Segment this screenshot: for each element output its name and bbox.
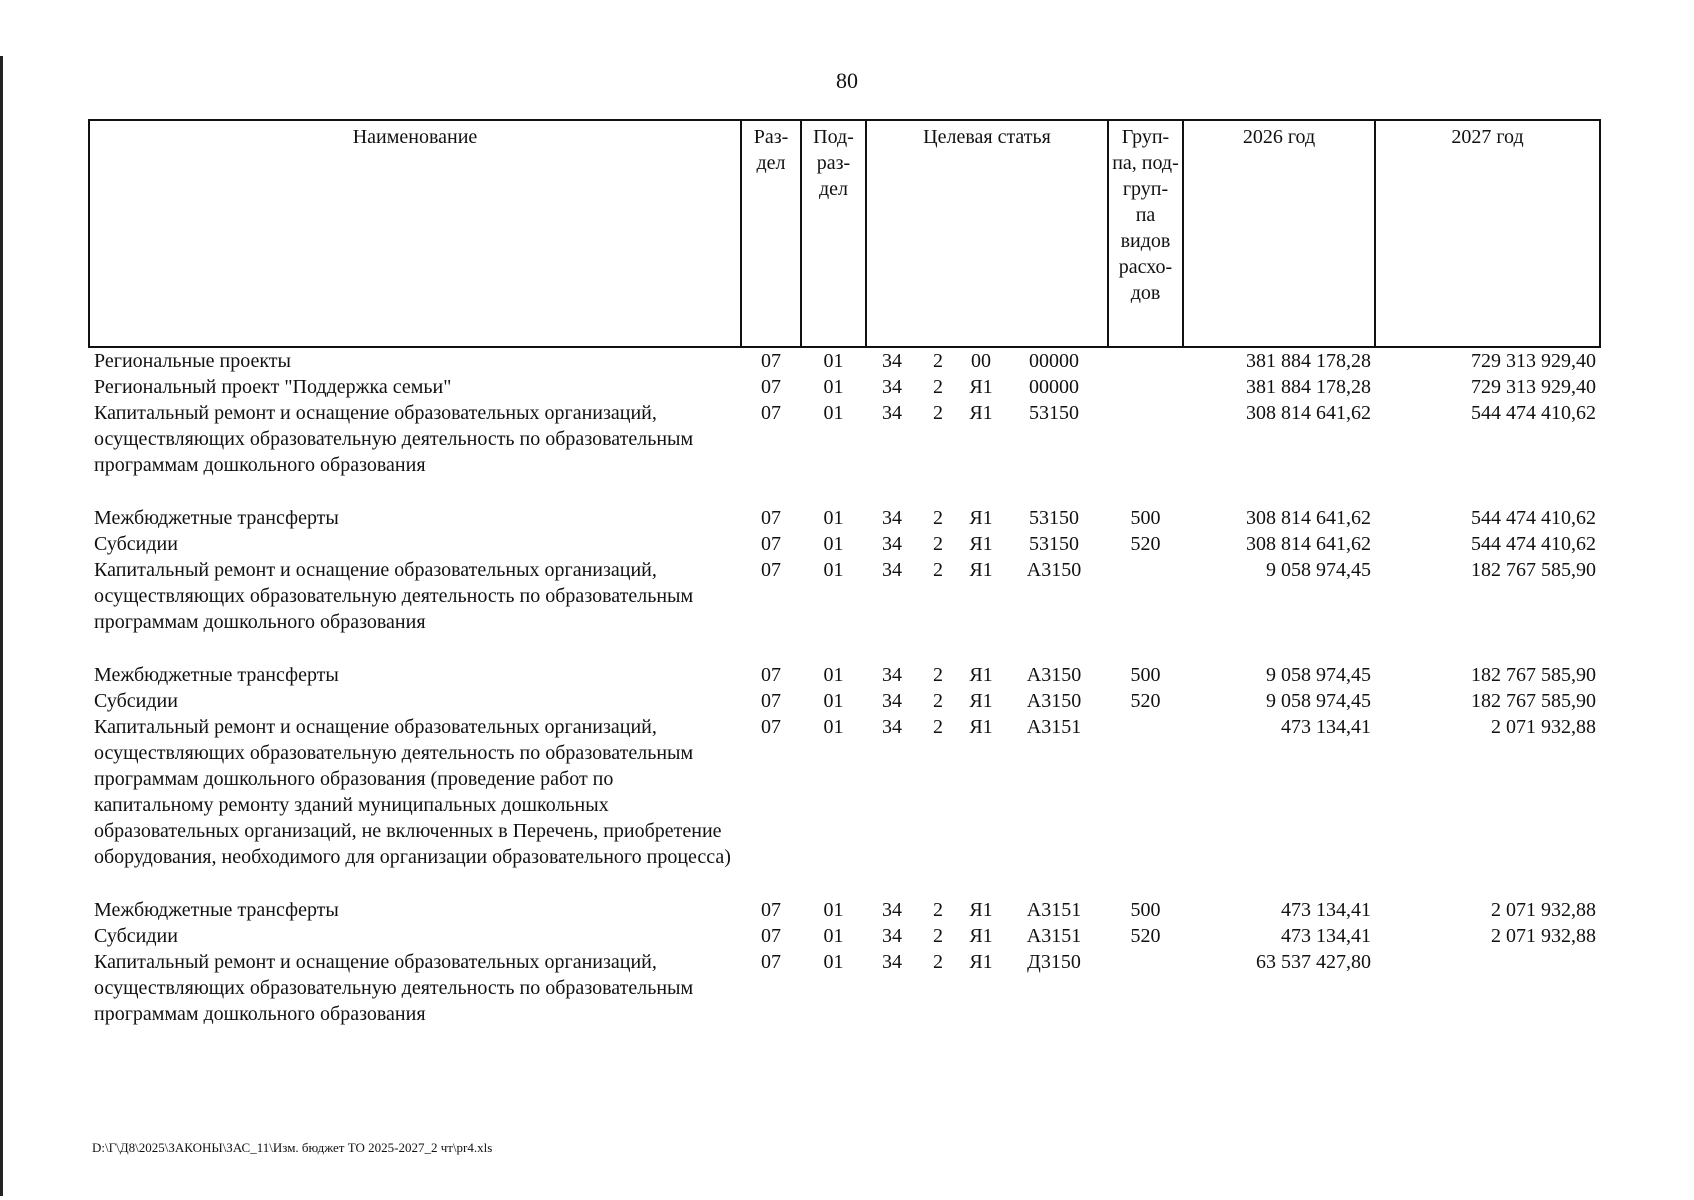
target-program-code: 34 [882,716,902,738]
row-amount-2026: 9 058 974,45 [1266,690,1371,712]
row-amount-2027: 729 313 929,40 [1471,376,1596,398]
header-target-article: Целевая статья [866,120,1108,347]
row-amount-2026: 381 884 178,28 [1246,350,1371,372]
file-path-footer: D:\Г\Д8\2025\ЗАКОНЫ\ЗАС_11\Изм. бюджет ТО 2025-2027_2 чт\pr4.xls [92,1140,493,1155]
target-subprogram-code: 2 [933,716,943,738]
row-amount-2027 [1375,949,1600,1027]
target-subprogram-code: 2 [933,559,943,581]
table-row [89,923,1600,949]
target-program-code: 34 [882,690,902,712]
row-expense-group: 520 [1130,533,1161,555]
row-razdel: 07 [761,402,781,424]
row-expense-group [1108,557,1183,662]
target-direction-code: Д3150 [1027,951,1081,973]
target-direction-code: А3151 [1026,925,1082,947]
header-name: Наименование [89,120,741,347]
target-direction-code: А3150 [1026,690,1082,712]
row-name: Межбюджетные трансферты [94,507,339,529]
row-podrazdel: 01 [823,664,844,686]
target-program-code: 34 [882,899,902,921]
target-project-code: Я1 [969,402,993,424]
row-razdel: 07 [761,350,781,372]
row-target-article [866,374,1108,400]
header-year-2027: 2027 год [1375,120,1600,347]
row-razdel: 07 [761,533,781,555]
target-program-code: 34 [882,350,902,372]
target-subprogram-code: 2 [933,664,943,686]
row-razdel: 07 [761,664,781,686]
table-row [89,400,1600,505]
row-amount-2026: 473 134,41 [1281,716,1371,738]
table-row [89,374,1600,400]
row-razdel: 07 [761,376,781,398]
target-direction-code: 53150 [1029,533,1079,555]
row-amount-2026: 9 058 974,45 [1266,664,1371,686]
target-project-code: Я1 [969,559,993,581]
table-body [89,347,1600,1027]
target-project-code: Я1 [969,507,993,529]
row-podrazdel: 01 [823,925,844,947]
target-subprogram-code: 2 [933,507,943,529]
table-row [89,688,1600,714]
row-podrazdel: 01 [823,559,844,581]
row-podrazdel: 01 [823,951,844,973]
target-program-code: 34 [882,376,902,398]
row-target-article [866,923,1108,949]
row-amount-2026: 308 814 641,62 [1246,533,1371,555]
target-program-code: 34 [882,925,902,947]
target-project-code: Я1 [969,664,993,686]
table-row [89,531,1600,557]
row-podrazdel: 01 [823,716,844,738]
target-subprogram-code: 2 [933,402,943,424]
row-expense-group: 520 [1130,925,1161,947]
row-target-article [866,400,1108,505]
row-name: Капитальный ремонт и оснащение образовательных организаций, осуществляющих образовательную деятельность по образовательным программам дошкольного образования [94,951,694,1025]
row-expense-group: 500 [1130,507,1161,529]
row-razdel: 07 [761,899,781,921]
target-direction-code: 00000 [1029,350,1079,372]
target-project-code: Я1 [969,925,993,947]
target-program-code: 34 [882,533,902,555]
row-expense-group [1108,347,1183,374]
row-amount-2026: 473 134,41 [1281,899,1371,921]
row-amount-2026: 308 814 641,62 [1246,402,1371,424]
row-target-article [866,714,1108,897]
row-podrazdel: 01 [823,533,844,555]
row-target-article [866,347,1108,374]
row-expense-group: 500 [1130,664,1161,686]
row-expense-group [1108,374,1183,400]
row-podrazdel: 01 [823,402,844,424]
row-podrazdel: 01 [823,376,844,398]
table-header-row [89,120,1600,347]
row-target-article [866,557,1108,662]
row-amount-2027: 2 071 932,88 [1491,716,1596,738]
row-name: Региональный проект "Поддержка семьи" [94,376,452,398]
header-razdel: Раз- дел [741,120,801,347]
target-project-code: Я1 [969,951,993,973]
row-amount-2027: 182 767 585,90 [1471,690,1596,712]
table-row [89,897,1600,923]
row-expense-group [1108,400,1183,505]
page-number: 80 [836,68,858,93]
target-subprogram-code: 2 [933,925,943,947]
table-row [89,347,1600,374]
table-row [89,949,1600,1027]
target-project-code: Я1 [969,899,993,921]
target-direction-code: А3150 [1026,559,1082,581]
row-amount-2026: 308 814 641,62 [1246,507,1371,529]
row-amount-2027: 2 071 932,88 [1491,925,1596,947]
row-expense-group [1108,949,1183,1027]
target-project-code: Я1 [969,690,993,712]
target-program-code: 34 [882,402,902,424]
table-row [89,557,1600,662]
target-subprogram-code: 2 [933,376,943,398]
row-amount-2027: 544 474 410,62 [1471,507,1596,529]
target-subprogram-code: 2 [933,533,943,555]
header-podrazdel: Под- раз- дел [801,120,866,347]
row-razdel: 07 [761,507,781,529]
row-podrazdel: 01 [823,350,844,372]
row-amount-2026: 63 537 427,80 [1256,951,1371,973]
row-amount-2026: 473 134,41 [1281,925,1371,947]
row-target-article [866,531,1108,557]
row-target-article [866,949,1108,1027]
table-row [89,714,1600,897]
row-name: Субсидии [94,925,178,947]
header-expense-group: Груп- па, под- груп- па видов расхо- дов [1108,120,1183,347]
row-expense-group: 520 [1130,690,1161,712]
row-name: Субсидии [94,533,178,555]
target-program-code: 34 [882,664,902,686]
budget-table [88,119,1601,1027]
target-program-code: 34 [882,951,902,973]
page-edge-mark [0,56,3,1196]
row-razdel: 07 [761,690,781,712]
row-name: Региональные проекты [94,350,291,372]
row-amount-2027: 182 767 585,90 [1471,664,1596,686]
row-razdel: 07 [761,559,781,581]
row-razdel: 07 [761,951,781,973]
target-project-code: Я1 [969,533,993,555]
row-amount-2027: 729 313 929,40 [1471,350,1596,372]
target-program-code: 34 [882,559,902,581]
target-subprogram-code: 2 [933,350,943,372]
target-program-code: 34 [882,507,902,529]
row-podrazdel: 01 [823,899,844,921]
table-row [89,662,1600,688]
row-name: Капитальный ремонт и оснащение образовательных организаций, осуществляющих образовательную деятельность по образовательным программам дошкольного образования [94,402,694,476]
row-name: Субсидии [94,690,178,712]
target-subprogram-code: 2 [933,951,943,973]
target-project-code: Я1 [969,716,993,738]
row-amount-2027: 544 474 410,62 [1471,533,1596,555]
target-subprogram-code: 2 [933,899,943,921]
target-project-code: Я1 [969,376,993,398]
row-target-article [866,688,1108,714]
target-direction-code: А3150 [1026,664,1082,686]
row-target-article [866,897,1108,923]
row-amount-2027: 182 767 585,90 [1471,559,1596,581]
row-razdel: 07 [761,716,781,738]
row-amount-2026: 9 058 974,45 [1266,559,1371,581]
row-amount-2026: 381 884 178,28 [1246,376,1371,398]
row-razdel: 07 [761,925,781,947]
row-name: Межбюджетные трансферты [94,664,339,686]
row-target-article [866,662,1108,688]
target-direction-code: 53150 [1029,507,1079,529]
row-podrazdel: 01 [823,507,844,529]
target-direction-code: А3151 [1026,716,1082,738]
target-direction-code: 53150 [1029,402,1079,424]
target-direction-code: А3151 [1026,899,1082,921]
row-name: Капитальный ремонт и оснащение образовательных организаций, осуществляющих образовательную деятельность по образовательным программам дошкольного образования (проведение работ по капитальному ремонту зданий муниципальных дошкольных образовательных организаций, не включенных в Перечень, приобретение оборудования, необходимого для организации образовательного процесса) [94,716,731,868]
table-row [89,505,1600,531]
row-amount-2027: 2 071 932,88 [1491,899,1596,921]
row-podrazdel: 01 [823,690,844,712]
row-expense-group [1108,714,1183,897]
row-target-article [866,505,1108,531]
row-name: Межбюджетные трансферты [94,899,339,921]
target-subprogram-code: 2 [933,690,943,712]
row-expense-group: 500 [1130,899,1161,921]
target-project-code: 00 [971,350,991,372]
header-year-2026: 2026 год [1183,120,1375,347]
target-direction-code: 00000 [1029,376,1079,398]
row-amount-2027: 544 474 410,62 [1471,402,1596,424]
row-name: Капитальный ремонт и оснащение образовательных организаций, осуществляющих образовательную деятельность по образовательным программам дошкольного образования [94,559,694,633]
